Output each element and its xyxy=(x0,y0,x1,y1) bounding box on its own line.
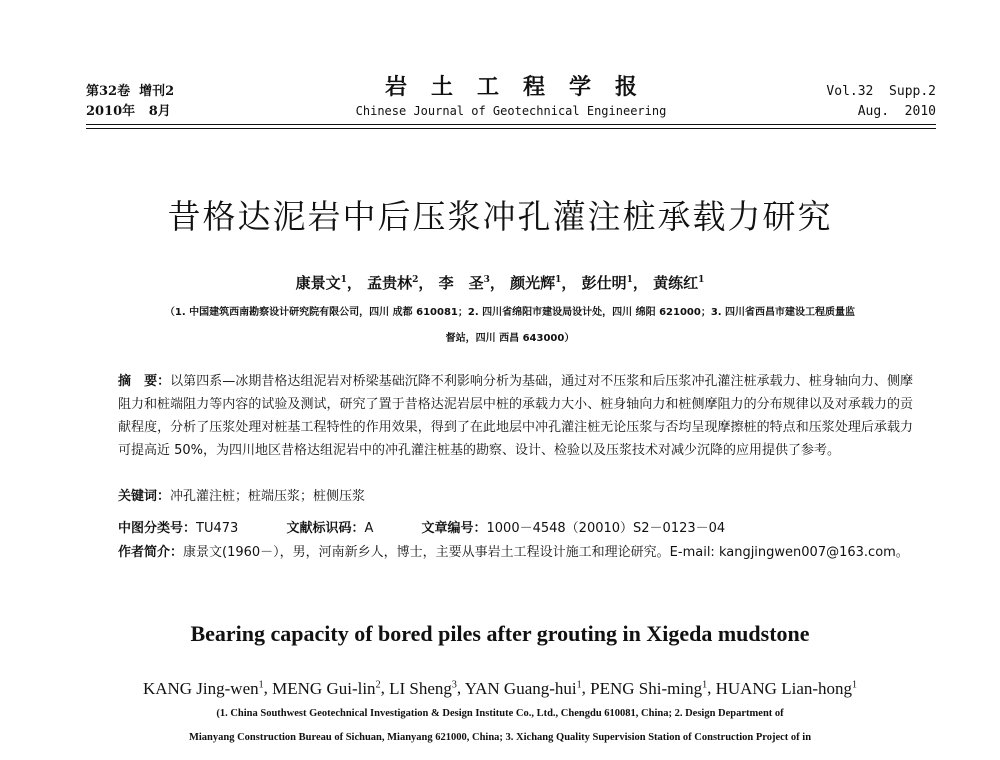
author-en: LI Sheng$^3$ xyxy=(389,678,457,698)
header-journal-name xyxy=(86,74,936,120)
classification-line xyxy=(118,518,913,540)
doc-code-value: A xyxy=(364,521,374,536)
author-list-cn: 康景文$^1$， 孟贵林$^2$， 李 圣$^3$， 颜光辉$^1$， 彭仕明$^1$， 黄练红$^1$ xyxy=(295,274,705,292)
abstract-cn xyxy=(118,370,913,462)
author-cn: 彭仕明$^1$ xyxy=(581,274,633,292)
author-list-en: KANG Jing-wen$^1$, MENG Gui-lin$^2$, LI Sheng$^3$, YAN Guang-hui$^1$, PENG Shi-ming$^1$, HUANG Lian-hong$^1$ xyxy=(142,678,858,698)
header-issue-cn: 增刊2 xyxy=(139,84,175,99)
article-number-value: 1000－4548（20010）S2－0123－04 xyxy=(486,521,726,536)
affiliation-en xyxy=(100,702,900,750)
author-cn: 孟贵林$^2$ xyxy=(367,274,419,292)
journal-header xyxy=(86,68,936,124)
keywords-text: 冲孔灌注桩；桩端压浆；桩侧压浆 xyxy=(170,489,366,504)
author-bio-label: 作者简介： xyxy=(118,545,184,560)
author-cn: 李 圣$^3$ xyxy=(438,274,490,292)
author-cn: 康景文$^1$ xyxy=(295,274,347,292)
affiliation-cn-line2: 督站，四川 西昌 643000） xyxy=(445,333,575,344)
header-volume-info-en xyxy=(826,82,936,122)
affiliation-en-line1: (1. China Southwest Geotechnical Investigation & Design Institute Co., Ltd., Chengdu 610081, China; 2. Design Department of xyxy=(216,708,784,719)
author-en: KANG Jing-wen$^1$ xyxy=(142,678,264,698)
affiliation-en-line2: Mianyang Construction Bureau of Sichuan, Mianyang 621000, China; 3. Xichang Quality Supervision Station of Construction Project of in xyxy=(188,732,812,743)
affiliation-cn xyxy=(90,300,930,352)
journal-title-cn: 岩土工程学报 xyxy=(384,74,661,100)
author-bio xyxy=(118,540,913,565)
author-en: MENG Gui-lin$^2$ xyxy=(272,678,381,698)
paper-title-cn: 昔格达泥岩中后压浆冲孔灌注桩承载力研究 xyxy=(167,197,833,236)
paper-title-en: Bearing capacity of bored piles after grouting in Xigeda mudstone xyxy=(190,621,810,646)
author-bio-text: 康景文(1960－），男，河南新乡人，博士，主要从事岩土工程设计施工和理论研究。E-mail: kangjingwen007@163.com。 xyxy=(183,545,909,560)
clc-label: 中图分类号： xyxy=(118,521,197,536)
header-year-cn: 2010年 xyxy=(86,104,136,119)
header-volume-en: Vol.32 Supp.2 xyxy=(826,84,936,99)
header-date-en: Aug. 2010 xyxy=(857,104,936,119)
header-volume-cn: 第32卷 xyxy=(86,84,131,99)
header-month-cn: 8月 xyxy=(148,104,171,119)
doc-code-label: 文献标识码： xyxy=(286,521,365,536)
header-rule-thick xyxy=(86,124,936,125)
clc-value: TU473 xyxy=(196,521,239,536)
author-cn: 颜光辉$^1$ xyxy=(510,274,562,292)
journal-title-en: Chinese Journal of Geotechnical Engineering xyxy=(355,104,667,118)
author-en: HUANG Lian-hong$^1$ xyxy=(715,678,858,698)
author-cn: 黄练红$^1$ xyxy=(653,274,705,292)
article-number-label: 文章编号： xyxy=(421,521,487,536)
keywords-label: 关键词： xyxy=(118,489,171,504)
abstract-text: 以第四系—冰期昔格达组泥岩对桥梁基础沉降不利影响分析为基础，通过对不压浆和后压浆冲孔灌注桩承载力、桩身轴向力、侧摩阻力和桩端阻力等内容的试验及测试，研究了置于昔格达泥岩层中桩的承载力大小、桩身轴向力和桩侧摩阻力的分布规律以及对承载力的贡献程度，分析了压浆处理对桩基工程特性的作用效果，得到了在此地层中冲孔灌注桩无论压浆与否均呈现摩擦桩的特点和压浆处理后承载力可提高近 50%，为四川地区昔格达组泥岩中的冲孔灌注桩基的勘察、设计、检验以及压浆技术对减少沉降的应用提供了参考。 xyxy=(118,374,913,458)
header-rule-thin xyxy=(86,128,936,129)
abstract-label: 摘 要： xyxy=(118,374,171,389)
author-en: YAN Guang-hui$^1$ xyxy=(464,678,582,698)
affiliation-cn-line1: （1. 中国建筑西南勘察设计研究院有限公司，四川 成都 610081；2. 四川省绵阳市建设局设计处，四川 绵阳 621000；3. 四川省西昌市建设工程质量监 xyxy=(164,307,856,318)
author-en: PENG Shi-ming$^1$ xyxy=(590,678,708,698)
keywords-cn xyxy=(118,486,913,508)
